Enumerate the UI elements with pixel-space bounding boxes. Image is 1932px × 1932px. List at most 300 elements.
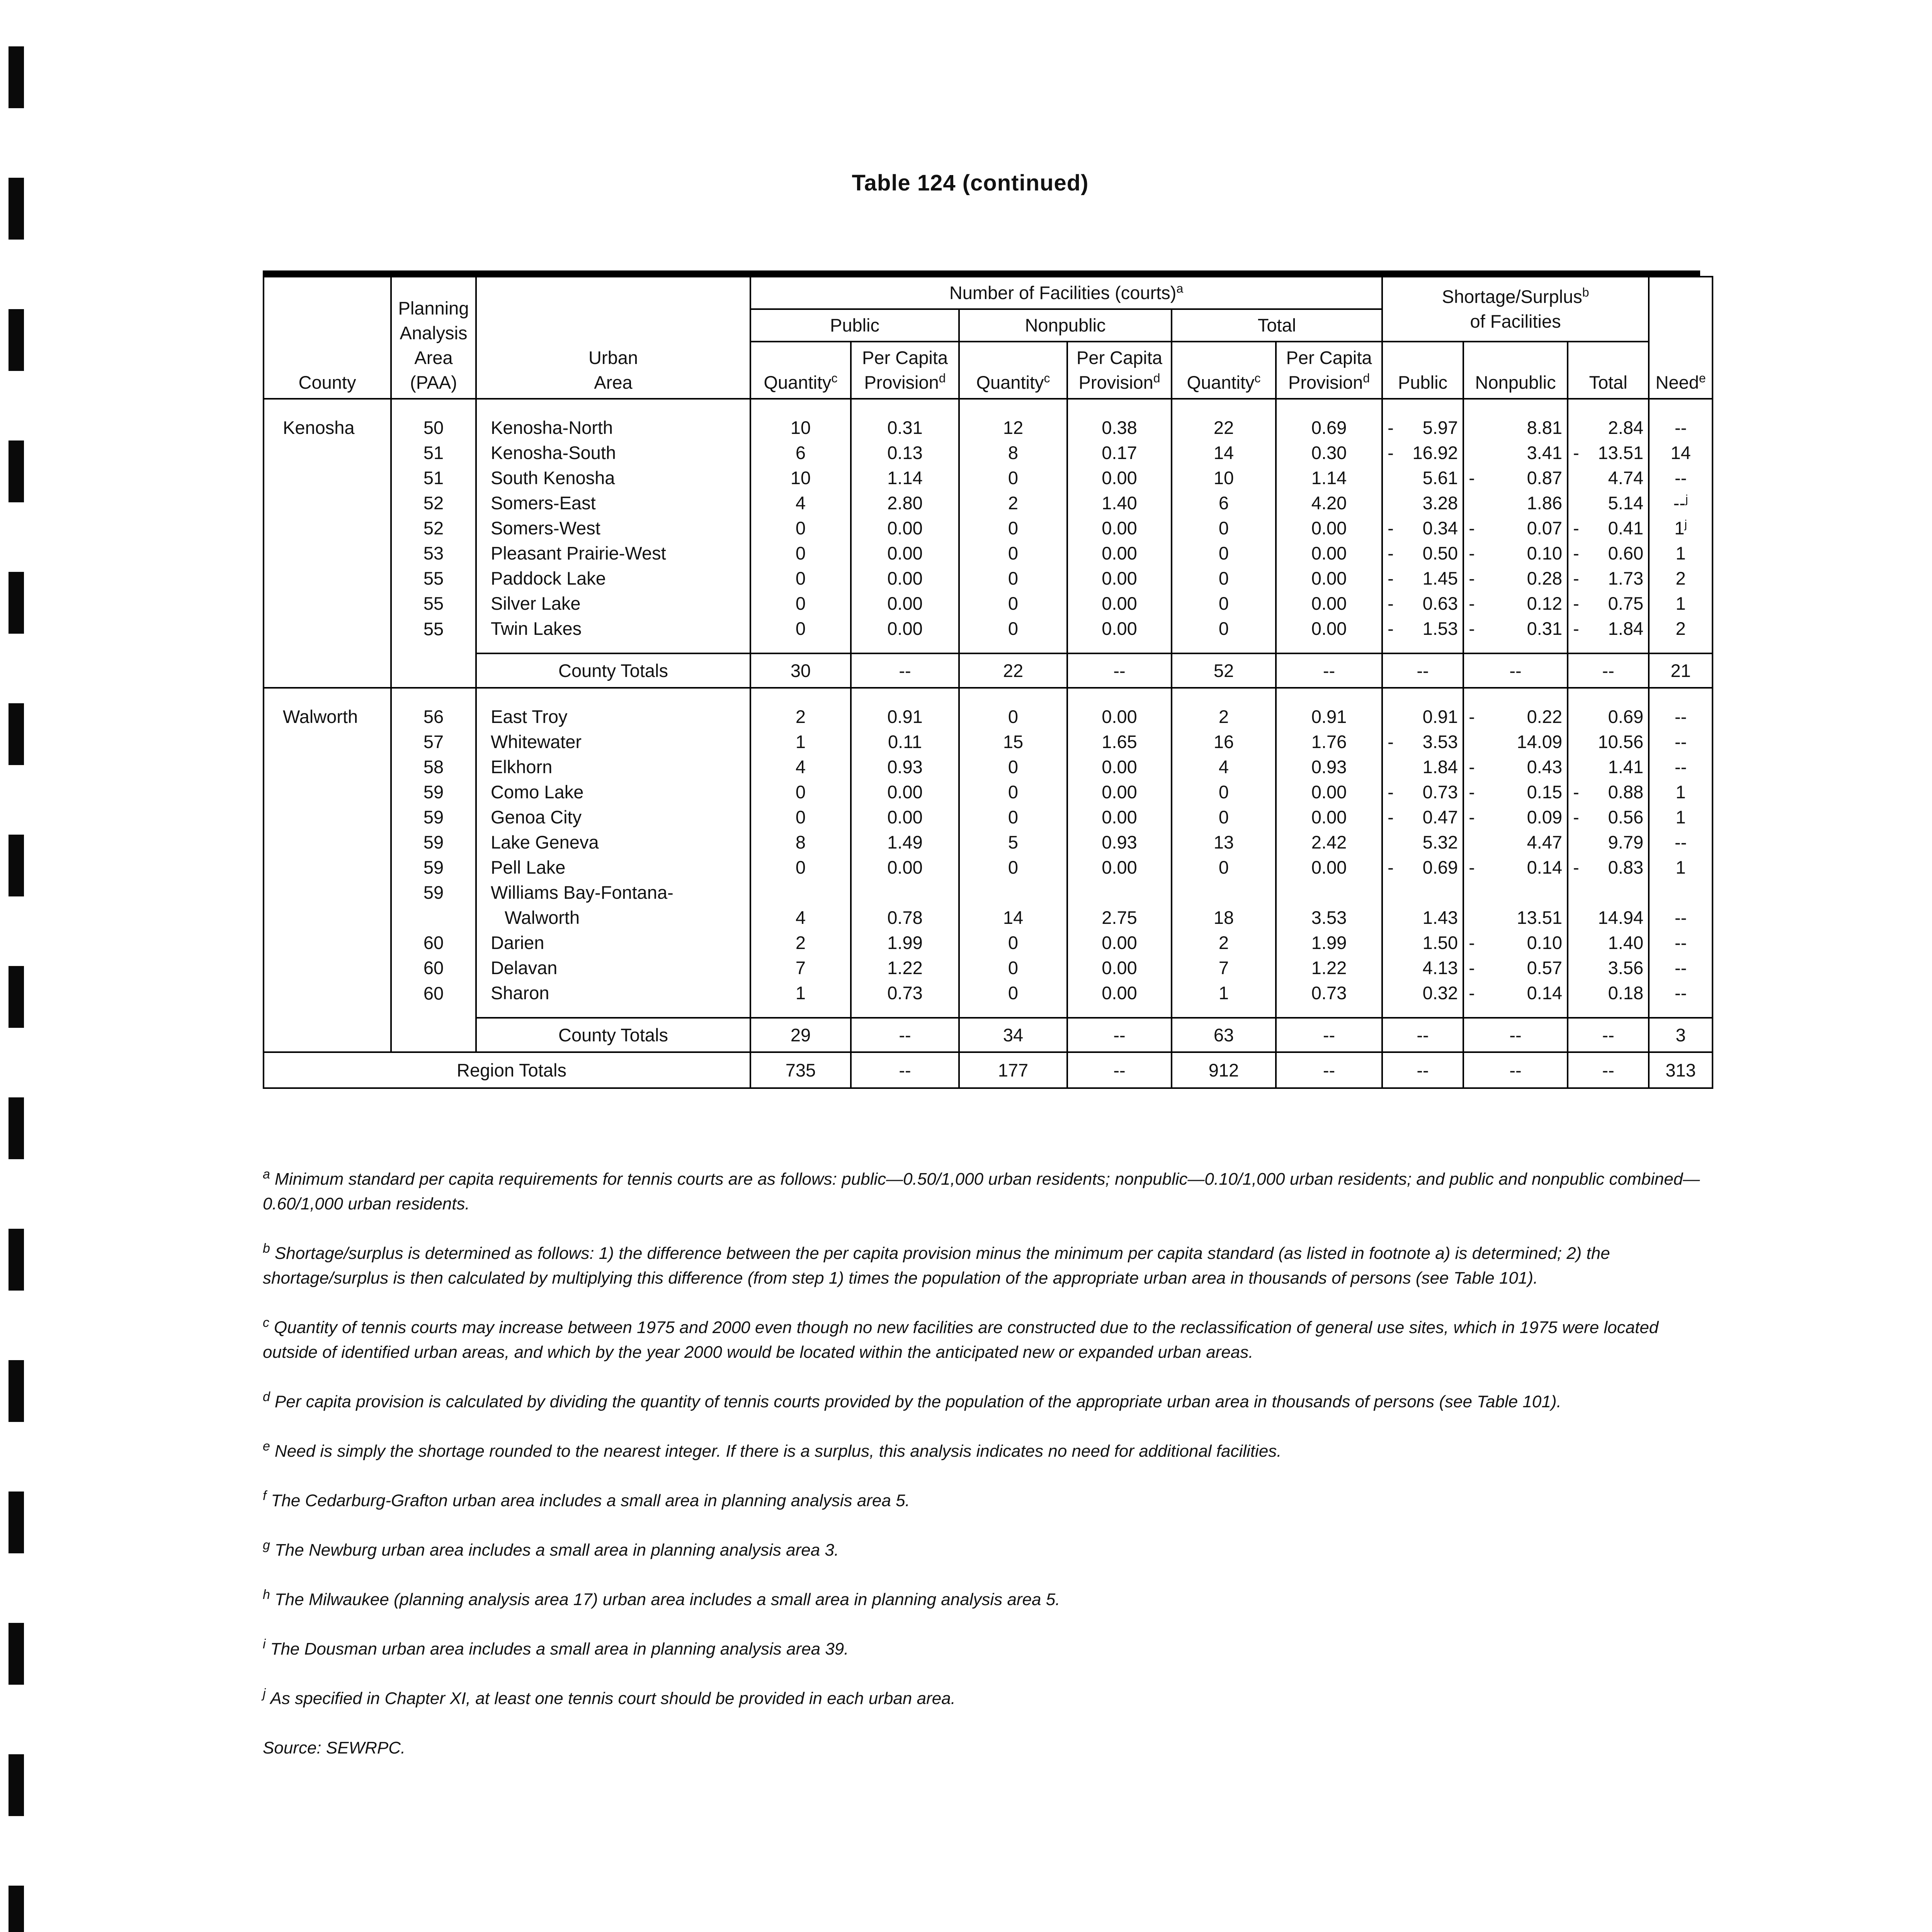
public-quantity: 2: [750, 930, 851, 955]
public-quantity: 4: [750, 905, 851, 930]
paa-cell: 55: [391, 591, 476, 616]
nonpublic-quantity: 2: [959, 490, 1067, 515]
shortage-public: [1382, 465, 1463, 490]
need-cell: [1649, 980, 1713, 1018]
shortage-public: [1382, 440, 1463, 465]
value: 1.84: [1422, 757, 1458, 777]
public-quantity: 0: [750, 616, 851, 653]
total-quantity: 10: [1172, 465, 1276, 490]
total-per-capita: [1276, 880, 1382, 905]
need-cell: [1649, 779, 1713, 804]
value: 1.53: [1422, 618, 1458, 639]
need-value: --: [1674, 706, 1687, 727]
value: 0.83: [1608, 857, 1644, 878]
total-quantity: [1172, 880, 1276, 905]
cell-s-pub: --: [1382, 1052, 1463, 1088]
county-name: Walworth: [264, 688, 391, 1018]
nonpublic-per-capita: 0.00: [1067, 688, 1172, 729]
shortage-nonpublic: [1463, 955, 1568, 980]
shortage-total: [1568, 399, 1649, 440]
cell-tot-pc: --: [1276, 1052, 1382, 1088]
sign: -: [1388, 593, 1394, 614]
shortage-total: [1568, 779, 1649, 804]
nonpublic-per-capita: 0.00: [1067, 465, 1172, 490]
sign: -: [1469, 757, 1475, 777]
shortage-total: [1568, 930, 1649, 955]
need-cell: [1649, 566, 1713, 591]
punch-mark: [9, 1623, 24, 1685]
shortage-public: [1382, 804, 1463, 830]
paa-cell: 52: [391, 515, 476, 541]
shortage-total: [1568, 830, 1649, 855]
sign: -: [1573, 568, 1579, 588]
value: 0.09: [1527, 807, 1563, 827]
total-per-capita: 0.73: [1276, 980, 1382, 1018]
punch-mark: [9, 703, 24, 765]
public-quantity: 0: [750, 591, 851, 616]
public-per-capita: 0.73: [851, 980, 959, 1018]
total-per-capita: 0.00: [1276, 566, 1382, 591]
cell-tot-q: 912: [1172, 1052, 1276, 1088]
public-quantity: 1: [750, 980, 851, 1018]
region-totals-row: [264, 1052, 1713, 1088]
nonpublic-per-capita: 0.00: [1067, 980, 1172, 1018]
need-value: --: [1674, 957, 1687, 978]
total-per-capita: 0.00: [1276, 591, 1382, 616]
nonpublic-quantity: 0: [959, 465, 1067, 490]
need-value: 1: [1675, 782, 1686, 802]
footnote-list: [263, 1167, 1700, 1711]
table-row: [264, 880, 1713, 905]
cell-tot-pc: --: [1276, 653, 1382, 688]
sign: [1469, 905, 1480, 930]
table-row: [264, 616, 1713, 653]
total-quantity: 0: [1172, 616, 1276, 653]
value: 14.09: [1517, 731, 1563, 752]
value: 0.75: [1608, 593, 1644, 614]
public-quantity: 4: [750, 754, 851, 779]
sign: [1388, 930, 1398, 955]
sign: -: [1469, 957, 1475, 978]
sign: -: [1469, 782, 1475, 802]
total-quantity: 18: [1172, 905, 1276, 930]
paa-cell: 59: [391, 804, 476, 830]
public-per-capita: 0.91: [851, 688, 959, 729]
table-row: [264, 905, 1713, 930]
nonpublic-quantity: 8: [959, 440, 1067, 465]
value: 10.56: [1598, 731, 1644, 752]
county-cell: [264, 1018, 391, 1052]
total-per-capita: 1.22: [1276, 955, 1382, 980]
urban-area-name: Walworth: [476, 905, 750, 930]
value: 0.69: [1608, 706, 1644, 727]
value: 0.10: [1527, 543, 1563, 563]
need-value: 2: [1675, 618, 1686, 639]
header-public-quantity: Quantity$^c$: [750, 342, 851, 399]
need-cell: [1649, 515, 1713, 541]
footnote: [263, 1439, 1700, 1464]
value: 0.15: [1527, 782, 1563, 802]
total-per-capita: 4.20: [1276, 490, 1382, 515]
public-per-capita: 0.00: [851, 804, 959, 830]
total-quantity: 0: [1172, 804, 1276, 830]
shortage-nonpublic: [1463, 905, 1568, 930]
cell-pub-q: 735: [750, 1052, 851, 1088]
value: 1.73: [1608, 568, 1644, 588]
public-per-capita: 2.80: [851, 490, 959, 515]
shortage-nonpublic: [1463, 980, 1568, 1018]
header-nonpublic: Nonpublic: [959, 309, 1172, 342]
value: 0.22: [1527, 706, 1563, 727]
cell-tot-q: 63: [1172, 1018, 1276, 1052]
value: 1.45: [1422, 568, 1458, 588]
table-row: [264, 440, 1713, 465]
nonpublic-per-capita: 0.00: [1067, 779, 1172, 804]
value: 0.60: [1608, 543, 1644, 563]
punch-mark: [9, 1229, 24, 1291]
value: 0.14: [1527, 857, 1563, 878]
punch-mark: [9, 1886, 24, 1932]
header-county: County: [264, 277, 391, 399]
table-row: [264, 465, 1713, 490]
shortage-total: [1568, 729, 1649, 754]
header-total-per-capita: Per Capita Provision$^d$: [1276, 342, 1382, 399]
cell-need: 21: [1649, 653, 1713, 688]
total-quantity: 0: [1172, 541, 1276, 566]
table-row: [264, 855, 1713, 880]
need-value: --: [1673, 493, 1685, 513]
value: 13.51: [1598, 442, 1644, 463]
shortage-total: [1568, 754, 1649, 779]
shortage-nonpublic: [1463, 729, 1568, 754]
header-total: Total: [1172, 309, 1382, 342]
punch-mark: [9, 835, 24, 896]
value: 0.41: [1608, 518, 1644, 538]
footnote-text: Shortage/surplus is determined as follows: 1) the difference between the per capita provision minus the minimum per capita standard (as listed in footnote a) is determined; 2) the shortage/surplus is then calculated by multiplying this difference (from step 1) times the population of the appropriate urban area in thousands of persons (see Table 101).: [263, 1244, 1610, 1287]
public-quantity: 4: [750, 490, 851, 515]
table-row: [264, 955, 1713, 980]
sign: -: [1388, 807, 1394, 827]
value: 0.32: [1422, 983, 1458, 1003]
value: 3.56: [1608, 957, 1644, 978]
paa-cell: 60: [391, 930, 476, 955]
cell-np-pc: --: [1067, 1018, 1172, 1052]
value: 4.47: [1527, 832, 1563, 852]
header-nonpublic-per-capita: Per Capita Provision$^d$: [1067, 342, 1172, 399]
total-per-capita: 3.53: [1276, 905, 1382, 930]
sign: -: [1388, 442, 1394, 463]
nonpublic-quantity: 0: [959, 616, 1067, 653]
shortage-public: [1382, 616, 1463, 653]
need-footnote-mark: j: [1684, 518, 1687, 531]
public-per-capita: 1.14: [851, 465, 959, 490]
footnote-text: Need is simply the shortage rounded to the nearest integer. If there is a surplus, this analysis indicates no need for additional facilities.: [274, 1442, 1282, 1461]
total-quantity: 6: [1172, 490, 1276, 515]
shortage-total: [1568, 955, 1649, 980]
nonpublic-quantity: 15: [959, 729, 1067, 754]
public-quantity: 10: [750, 399, 851, 440]
cell-s-pub: --: [1382, 1018, 1463, 1052]
total-quantity: 0: [1172, 566, 1276, 591]
shortage-nonpublic: [1463, 490, 1568, 515]
public-quantity: 0: [750, 779, 851, 804]
urban-area-name: Lake Geneva: [476, 830, 750, 855]
total-per-capita: 2.42: [1276, 830, 1382, 855]
header-total-quantity: Quantity$^c$: [1172, 342, 1276, 399]
sign: [1573, 980, 1584, 1005]
shortage-public: [1382, 955, 1463, 980]
table-body: [264, 399, 1713, 1088]
paa-cell: 55: [391, 616, 476, 653]
sign: [1573, 729, 1584, 754]
cell-np-q: 177: [959, 1052, 1067, 1088]
shortage-total: [1568, 591, 1649, 616]
paa-cell: [391, 905, 476, 930]
shortage-total: [1568, 980, 1649, 1018]
nonpublic-per-capita: 0.00: [1067, 591, 1172, 616]
binder-punch-marks: [0, 0, 54, 1932]
value: 0.57: [1527, 957, 1563, 978]
paa-cell: [391, 653, 476, 688]
public-quantity: 10: [750, 465, 851, 490]
total-quantity: 14: [1172, 440, 1276, 465]
sign: -: [1388, 518, 1394, 538]
sign: [1388, 754, 1398, 779]
nonpublic-quantity: 0: [959, 515, 1067, 541]
nonpublic-per-capita: 0.00: [1067, 515, 1172, 541]
need-value: 1: [1674, 518, 1685, 538]
nonpublic-quantity: 12: [959, 399, 1067, 440]
sign: -: [1469, 807, 1475, 827]
table-top-rule: [263, 270, 1700, 276]
value: 5.61: [1422, 468, 1458, 488]
value: 0.87: [1527, 468, 1563, 488]
shortage-public: [1382, 754, 1463, 779]
county-cell: [264, 653, 391, 688]
county-name: Kenosha: [264, 399, 391, 653]
total-per-capita: 1.14: [1276, 465, 1382, 490]
shortage-nonpublic: [1463, 515, 1568, 541]
value: 0.14: [1527, 983, 1563, 1003]
sign: -: [1388, 417, 1394, 438]
urban-area-name: South Kenosha: [476, 465, 750, 490]
cell-s-tot: --: [1568, 1018, 1649, 1052]
need-cell: [1649, 930, 1713, 955]
shortage-nonpublic: [1463, 804, 1568, 830]
public-quantity: 0: [750, 855, 851, 880]
public-quantity: 0: [750, 515, 851, 541]
shortage-public: [1382, 980, 1463, 1018]
sign: [1469, 415, 1480, 440]
paa-cell: 53: [391, 541, 476, 566]
urban-area-name: Silver Lake: [476, 591, 750, 616]
facilities-table-container: [263, 270, 1706, 1089]
total-per-capita: 0.00: [1276, 515, 1382, 541]
total-per-capita: 0.91: [1276, 688, 1382, 729]
value: 0.31: [1527, 618, 1563, 639]
shortage-total: [1568, 688, 1649, 729]
sign: -: [1469, 857, 1475, 878]
sign: -: [1388, 731, 1394, 752]
need-cell: [1649, 688, 1713, 729]
punch-mark: [9, 966, 24, 1028]
paa-cell: 51: [391, 440, 476, 465]
sign: [1388, 490, 1398, 515]
total-quantity: 2: [1172, 688, 1276, 729]
need-value: --: [1674, 468, 1687, 488]
shortage-total: [1568, 541, 1649, 566]
need-cell: [1649, 905, 1713, 930]
nonpublic-per-capita: 0.00: [1067, 955, 1172, 980]
total-quantity: 4: [1172, 754, 1276, 779]
sign: -: [1573, 782, 1579, 802]
nonpublic-quantity: 0: [959, 541, 1067, 566]
nonpublic-per-capita: 0.00: [1067, 754, 1172, 779]
shortage-public: [1382, 729, 1463, 754]
sign: [1469, 490, 1480, 515]
public-quantity: 1: [750, 729, 851, 754]
urban-area-name: Whitewater: [476, 729, 750, 754]
punch-mark: [9, 46, 24, 108]
public-per-capita: 1.99: [851, 930, 959, 955]
nonpublic-quantity: 0: [959, 855, 1067, 880]
nonpublic-quantity: [959, 880, 1067, 905]
cell-tot-q: 52: [1172, 653, 1276, 688]
nonpublic-per-capita: [1067, 880, 1172, 905]
total-quantity: 13: [1172, 830, 1276, 855]
header-need: Need$^e$: [1649, 277, 1713, 399]
nonpublic-per-capita: 0.00: [1067, 616, 1172, 653]
nonpublic-quantity: 0: [959, 980, 1067, 1018]
urban-area-name: Twin Lakes: [476, 616, 750, 653]
public-per-capita: 0.93: [851, 754, 959, 779]
nonpublic-per-capita: 1.40: [1067, 490, 1172, 515]
sign: -: [1469, 706, 1475, 727]
value: 1.86: [1527, 493, 1563, 513]
table-row: [264, 591, 1713, 616]
footnote: [263, 1167, 1700, 1216]
nonpublic-per-capita: 0.00: [1067, 804, 1172, 830]
urban-area-name: Kenosha-North: [476, 399, 750, 440]
value: 5.32: [1422, 832, 1458, 852]
shortage-total: [1568, 566, 1649, 591]
sign: -: [1469, 593, 1475, 614]
sign: [1573, 754, 1584, 779]
footnote-text: As specified in Chapter XI, at least one tennis court should be provided in each urban area.: [270, 1689, 956, 1708]
sign: -: [1469, 983, 1475, 1003]
value: 0.91: [1422, 706, 1458, 727]
sign: [1388, 830, 1398, 855]
value: 1.43: [1422, 907, 1458, 928]
sign: [1573, 830, 1584, 855]
value: 13.51: [1517, 907, 1563, 928]
shortage-nonpublic: [1463, 754, 1568, 779]
sign: -: [1573, 857, 1579, 878]
need-value: --: [1674, 832, 1687, 852]
shortage-total: [1568, 905, 1649, 930]
shortage-nonpublic: [1463, 465, 1568, 490]
urban-area-name: Genoa City: [476, 804, 750, 830]
cell-np-q: 22: [959, 653, 1067, 688]
cell-tot-pc: --: [1276, 1018, 1382, 1052]
urban-area-name: Kenosha-South: [476, 440, 750, 465]
total-per-capita: 0.69: [1276, 399, 1382, 440]
value: 1.84: [1608, 618, 1644, 639]
shortage-public: [1382, 515, 1463, 541]
urban-area-name: Somers-East: [476, 490, 750, 515]
nonpublic-per-capita: 0.38: [1067, 399, 1172, 440]
total-per-capita: 1.99: [1276, 930, 1382, 955]
shortage-nonpublic: [1463, 830, 1568, 855]
need-value: --: [1674, 907, 1687, 928]
cell-s-np: --: [1463, 1052, 1568, 1088]
public-per-capita: 0.78: [851, 905, 959, 930]
need-cell: [1649, 541, 1713, 566]
header-number-of-facilities: Number of Facilities (courts)$^a$: [750, 277, 1382, 309]
sign: [1573, 415, 1584, 440]
footnote: [263, 1538, 1700, 1563]
public-per-capita: 0.00: [851, 616, 959, 653]
table-row: [264, 980, 1713, 1018]
paa-cell: 50: [391, 399, 476, 440]
table-row: [264, 566, 1713, 591]
shortage-nonpublic: [1463, 779, 1568, 804]
total-quantity: 7: [1172, 955, 1276, 980]
cell-s-np: --: [1463, 653, 1568, 688]
cell-s-tot: --: [1568, 653, 1649, 688]
value: 4.13: [1422, 957, 1458, 978]
total-per-capita: 0.00: [1276, 855, 1382, 880]
public-quantity: 0: [750, 566, 851, 591]
shortage-total: [1568, 804, 1649, 830]
public-per-capita: 0.13: [851, 440, 959, 465]
footnote: [263, 1637, 1700, 1662]
value: 4.74: [1608, 468, 1644, 488]
shortage-total: [1568, 616, 1649, 653]
cell-need: 313: [1649, 1052, 1713, 1088]
footnote-text: The Cedarburg-Grafton urban area includes a small area in planning analysis area 5.: [271, 1491, 910, 1510]
nonpublic-per-capita: 1.65: [1067, 729, 1172, 754]
total-quantity: 0: [1172, 515, 1276, 541]
value: 1.41: [1608, 757, 1644, 777]
nonpublic-per-capita: 0.00: [1067, 541, 1172, 566]
value: 5.14: [1608, 493, 1644, 513]
sign: -: [1388, 543, 1394, 563]
nonpublic-quantity: 14: [959, 905, 1067, 930]
total-per-capita: 0.93: [1276, 754, 1382, 779]
header-paa: Planning Analysis Area (PAA): [391, 277, 476, 399]
urban-area-name: Delavan: [476, 955, 750, 980]
totals-label: County Totals: [476, 1018, 750, 1052]
sign: [1388, 955, 1398, 980]
totals-label: Region Totals: [264, 1052, 750, 1088]
value: 1.50: [1422, 932, 1458, 953]
total-per-capita: 0.00: [1276, 804, 1382, 830]
value: 1.40: [1608, 932, 1644, 953]
need-cell: [1649, 729, 1713, 754]
value: 0.28: [1527, 568, 1563, 588]
public-per-capita: 0.11: [851, 729, 959, 754]
paa-cell: 57: [391, 729, 476, 754]
value: 0.63: [1422, 593, 1458, 614]
total-quantity: 1: [1172, 980, 1276, 1018]
header-public-per-capita: Per Capita Provision$^d$: [851, 342, 959, 399]
value: 3.53: [1422, 731, 1458, 752]
footnote-mark: b: [263, 1241, 270, 1256]
urban-area-name: Williams Bay-Fontana-: [476, 880, 750, 905]
need-cell: [1649, 616, 1713, 653]
sign: -: [1469, 618, 1475, 639]
